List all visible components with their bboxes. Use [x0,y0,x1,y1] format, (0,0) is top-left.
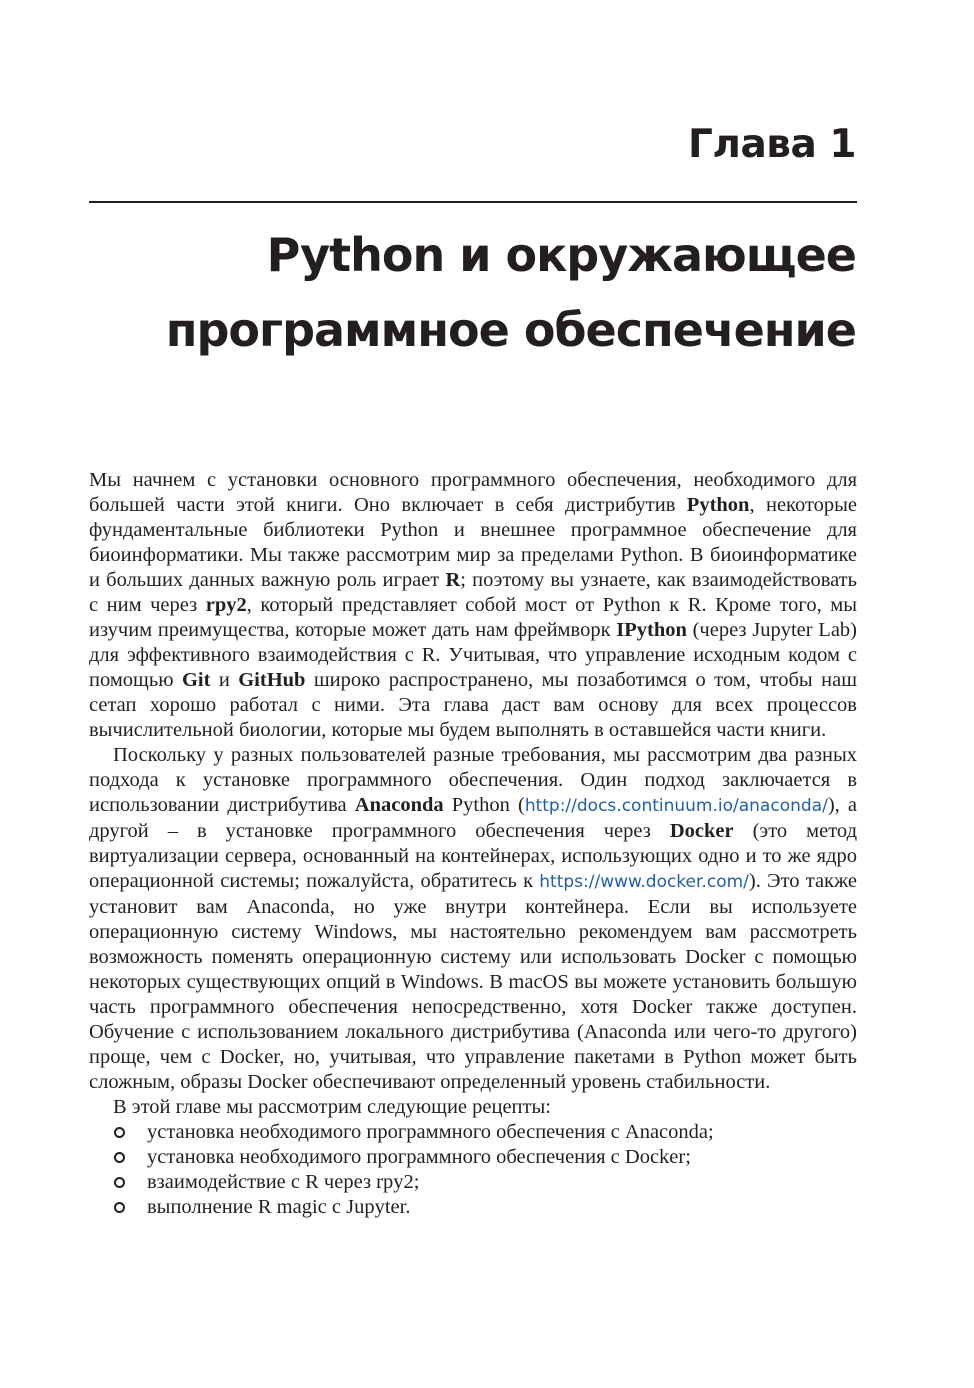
text-run: ). Это также установит вам Anaconda, но уже внутри контейнера. Если вы используете операционную систему Windows, мы настоятельно рекомендуем вам рассмотреть возможность поменять операционную систему или использовать Docker с помощью некоторых существующих опций в Windows. В macOS вы можете установить большую часть программного обеспечения непосредственно, хотя Docker также доступен. Обучение с использованием локального дистрибутива (Anaconda или чего-то другого) проще, чем с Docker, но, учитывая, что управление пакетами в Python может быть сложным, образы Docker обеспечивают определенный уровень стабильности. [89,870,857,1093]
intro-paragraph [89,468,857,743]
anaconda-docs-link[interactable]: http://docs.continuum.io/anaconda/ [524,796,828,816]
text-run: ; поэтому вы узнаете, как взаимодействовать с ним через [89,569,857,616]
text-run: (через Jupyter Lab) для эффективного взаимодействия с R. Учитывая, что управление исходным кодом с помощью [89,619,857,691]
text-run: Поскольку у разных пользователей разные требования, мы рассмотрим два разных подхода к установке программного обеспечения. Один подход заключается в использовании дистрибутива [89,744,857,816]
list-item-text: взаимодействие с R через rpy2; [147,1171,420,1193]
recipes-intro: В этой главе мы рассмотрим следующие рецепты: [113,1096,551,1118]
text-run: ), а другой – в установке программного обеспечения через [89,794,857,842]
text-run: и [210,669,239,691]
chapter-title-line-2: программное обеспечение [165,303,856,357]
term-ipython: IPython [616,619,687,641]
docker-site-link[interactable]: https://www.docker.com/ [539,872,749,892]
bullet-circle-icon [114,1127,125,1138]
list-item [89,1170,857,1195]
list-item-text: установка необходимого программного обеспечения с Docker; [147,1146,691,1168]
chapter-title-line-1: Python и окружающее [266,228,856,282]
text-run: , некоторые фундаментальные библиотеки Python и внешнее программное обеспечение для биоинформатики. Мы также рассмотрим мир за пределами Python. В биоинформатике и больших данных важную роль играет [89,494,858,591]
install-approaches-paragraph [89,743,857,1095]
recipes-list [89,1120,857,1220]
term-anaconda: Anaconda [354,794,444,816]
chapter-divider [89,201,857,203]
text-run: Python ( [443,794,525,816]
list-item [89,1145,857,1170]
term-rpy2: rpy2 [205,594,247,616]
list-item [89,1195,857,1220]
term-docker: Docker [669,820,734,842]
list-item-text: выполнение R magic с Jupyter. [147,1196,411,1218]
term-python: Python [686,494,750,516]
text-run: Мы начнем с установки основного программного обеспечения, необходимого для большей части этой книги. Оно включает в себя дистрибутив [89,469,857,516]
text-run: (это метод виртуализации сервера, основанный на контейнерах, использующих одно и то же ядро операционной системы; пожалуйста, обратитесь к [89,820,857,892]
text-run: широко распространено, мы позаботимся о том, чтобы наш сетап хорошо работал с ними. Эта глава даст вам основу для всех процессов вычислительной биологии, которые мы будем выполнять в оставшейся части книги. [89,669,857,741]
bullet-circle-icon [114,1202,125,1213]
chapter-body [89,468,857,1220]
term-r: R [445,569,461,591]
chapter-label: Глава 1 [688,122,856,167]
list-item-text: установка необходимого программного обеспечения с Anaconda; [147,1121,714,1143]
bullet-circle-icon [114,1177,125,1188]
term-git: Git [181,669,211,691]
bullet-circle-icon [114,1152,125,1163]
chapter-title [96,218,856,368]
text-run: , который представляет собой мост от Python к R. Кроме того, мы изучим преимущества, которые может дать нам фреймворк [89,594,857,641]
term-github: GitHub [238,669,306,691]
list-item [89,1120,857,1145]
